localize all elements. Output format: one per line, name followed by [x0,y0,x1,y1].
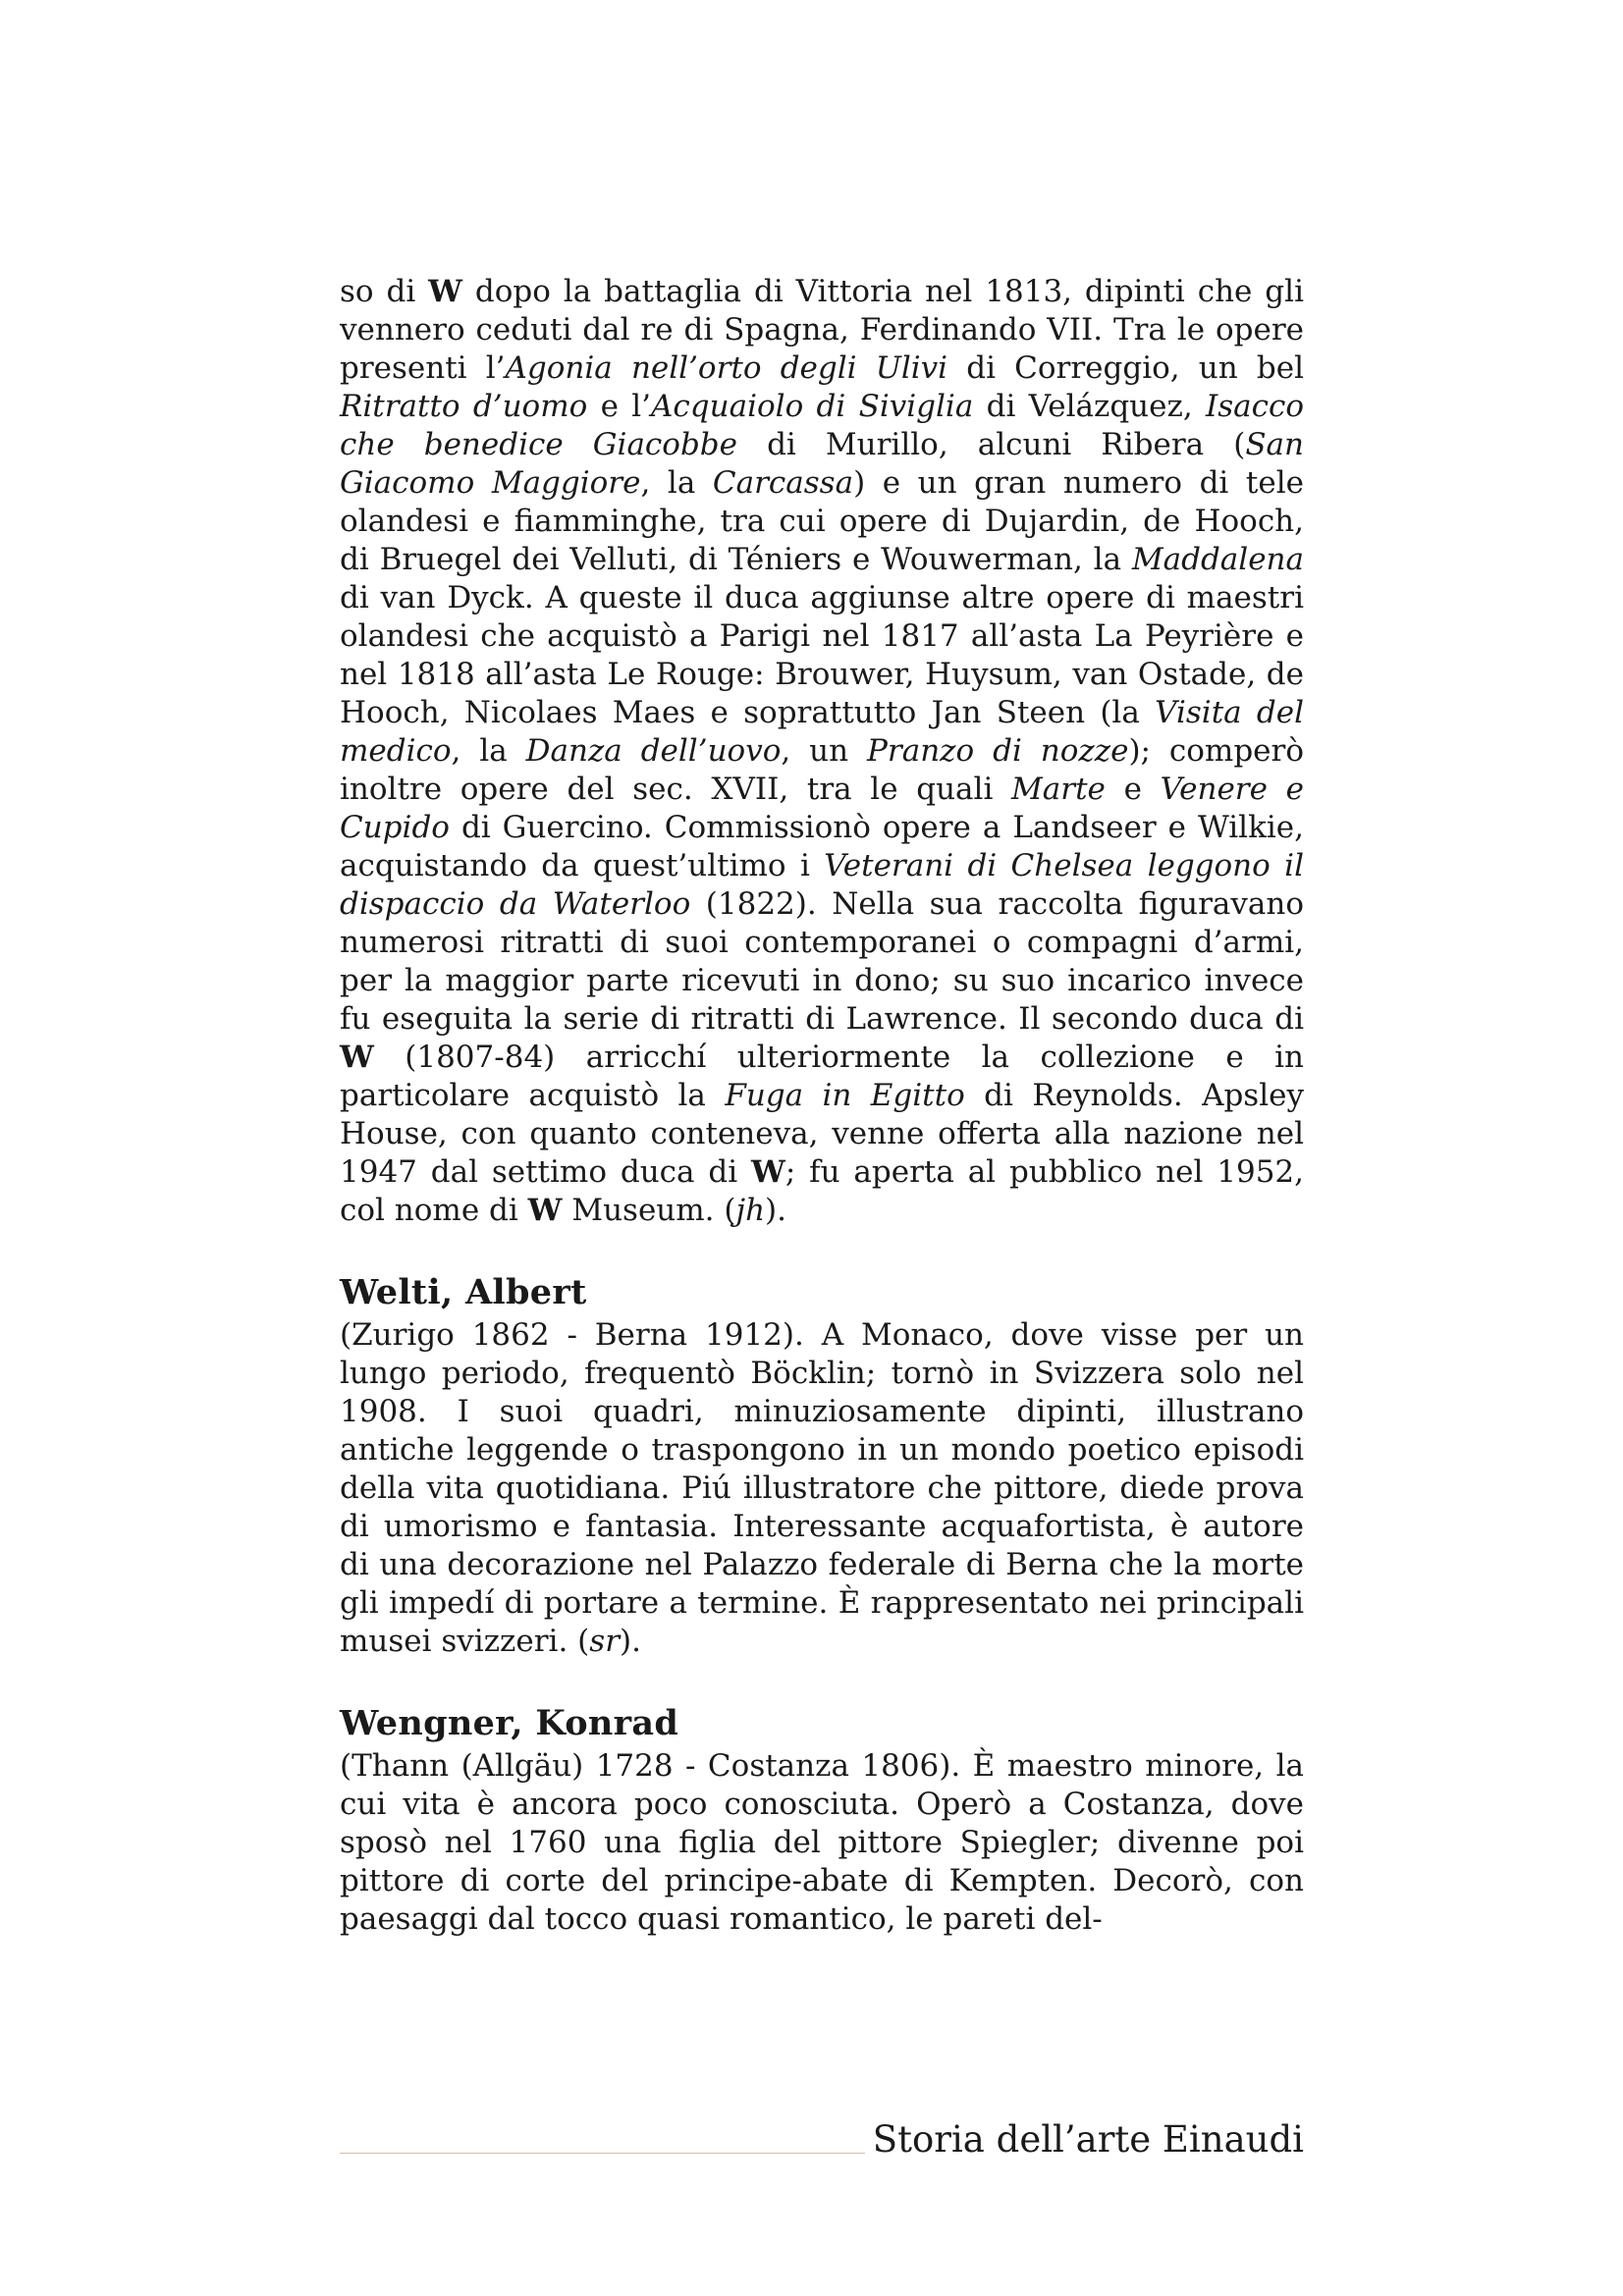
entry-title-wengner: Wengner, Konrad [340,1703,679,1743]
footer-title: Storia dell’arte Einaudi [872,2118,1304,2161]
page-content [340,273,1304,1939]
entry-body-welti: (Zurigo 1862 - Berna 1912). A Monaco, dove visse per un lungo periodo, frequentò Böcklin; tornò in Svizzera solo nel 1908. I suoi quadri, minuziosamente dipinti, illustrano antiche leggende o traspongono in un mondo poetico episodi della vita quotidiana. Piú illustratore che pittore, diede prova di umorismo e fantasia. Interessante acquafortista, è autore di una decorazione nel Palazzo federale di Berna che la morte gli impedí di portare a termine. È rappresentato nei principali musei svizzeri. (sr). [340,1317,1304,1659]
entry-continuation-body: so di W dopo la battaglia di Vittoria nel 1813, dipinti che gli vennero ceduti dal re di Spagna, Ferdinando VII. Tra le opere presenti l’Agonia nell’orto degli Ulivi di Correggio, un bel Ritratto d’uomo e l’Acquaiolo di Siviglia di Velázquez, Isacco che benedice Giacobbe di Murillo, alcuni Ribera (San Giacomo Maggiore, la Carcassa) e un gran numero di tele olandesi e fiamminghe, tra cui opere di Dujardin, de Hooch, di Bruegel dei Velluti, di Téniers e Wouwerman, la Maddalena di van Dyck. A queste il duca aggiunse altre opere di maestri olandesi che acquistò a Parigi nel 1817 all’asta La Peyrière e nel 1818 all’asta Le Rouge: Brouwer, Huysum, van Ostade, de Hooch, Nicolaes Maes e soprattutto Jan Steen (la Visita del medico, la Danza dell’uovo, un Pranzo di nozze); comperò inoltre opere del sec. XVII, tra le quali Marte e Venere e Cupido di Guercino. Commissionò opere a Landseer e Wilkie, acquistando da quest’ultimo i Veterani di Chelsea leggono il dispaccio da Waterloo (1822). Nella sua raccolta figuravano numerosi ritratti di suoi contemporanei o compagni d’armi, per la maggior parte ricevuti in dono; su suo incarico invece fu eseguita la serie di ritratti di Lawrence. Il secondo duca di W (1807-84) arricchí ulteriormente la collezione e in particolare acquistò la Fuga in Egitto di Reynolds. Apsley House, con quanto conteneva, venne offerta alla nazione nel 1947 dal settimo duca di W; fu aperta al pubblico nel 1952, col nome di W Museum. (jh). [340,274,1305,1228]
page-footer [340,2115,1304,2164]
footer-rule [340,2153,865,2154]
entry-body-wengner: (Thann (Allgäu) 1728 - Costanza 1806). È maestro minore, la cui vita è ancora poco conosciuta. Operò a Costanza, dove sposò nel 1760 una figlia del pittore Spiegler; divenne poi pittore di corte del principe-abate di Kempten. Decorò, con paesaggi dal tocco quasi romantico, le pareti del- [340,1748,1304,1937]
entry-title-welti: Welti, Albert [340,1272,587,1312]
